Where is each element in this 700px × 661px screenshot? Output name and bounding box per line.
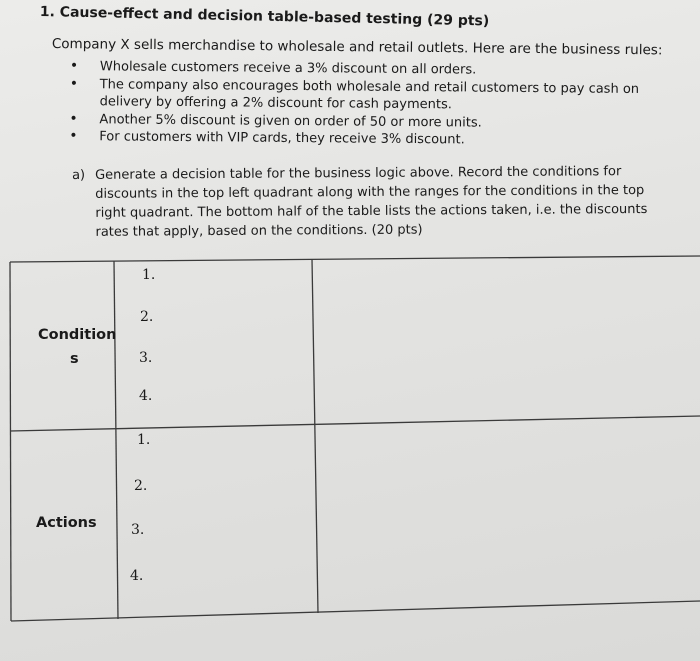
action-number: 3. xyxy=(131,522,145,538)
actions-label: Actions xyxy=(36,515,97,531)
action-number: 1. xyxy=(137,432,151,448)
conditions-label-continued: s xyxy=(70,351,79,367)
table-label-divider xyxy=(114,261,118,619)
rule-text: The company also encourages both wholesale and retail customers to pay cash on xyxy=(99,76,640,97)
condition-number: 3. xyxy=(139,350,153,366)
bullet-icon: • xyxy=(69,127,78,145)
condition-number: 2. xyxy=(140,309,154,325)
table-half-divider xyxy=(10,416,700,431)
part-a-line: discounts in the top left quadrant along with the ranges for the conditions in the top xyxy=(95,183,645,202)
part-a-line: right quadrant. The bottom half of the table lists the actions taken, i.e. the discounts xyxy=(95,201,648,221)
condition-number: 1. xyxy=(142,267,156,283)
table-left-border xyxy=(10,262,11,621)
part-a-label: a) xyxy=(72,167,86,183)
part-a-line: Generate a decision table for the business logic above. Record the conditions for xyxy=(95,164,622,183)
question-intro: Company X sells merchandise to wholesale and retail outlets. Here are the business rules: xyxy=(51,36,663,59)
rule-text-continued: delivery by offering a 2% discount for cash payments. xyxy=(99,94,452,113)
bullet-icon: • xyxy=(69,110,78,127)
question-title: 1. Cause-effect and decision table-based testing (29 pts) xyxy=(39,4,490,30)
condition-number: 4. xyxy=(139,388,153,404)
rule-text: Wholesale customers receive a 3% discount on all orders. xyxy=(99,59,477,78)
action-number: 4. xyxy=(130,568,144,584)
action-number: 2. xyxy=(134,478,148,494)
rule-text: Another 5% discount is given on order of 50 or more units. xyxy=(99,111,482,131)
table-mid-divider xyxy=(312,259,318,613)
bullet-icon: • xyxy=(69,75,79,92)
rule-text: For customers with VIP cards, they receive 3% discount. xyxy=(99,129,465,148)
part-a-line: rates that apply, based on the conditions. (20 pts) xyxy=(95,222,423,240)
bullet-icon: • xyxy=(69,58,79,75)
table-bottom-border xyxy=(11,601,700,621)
conditions-label: Condition xyxy=(38,327,117,343)
